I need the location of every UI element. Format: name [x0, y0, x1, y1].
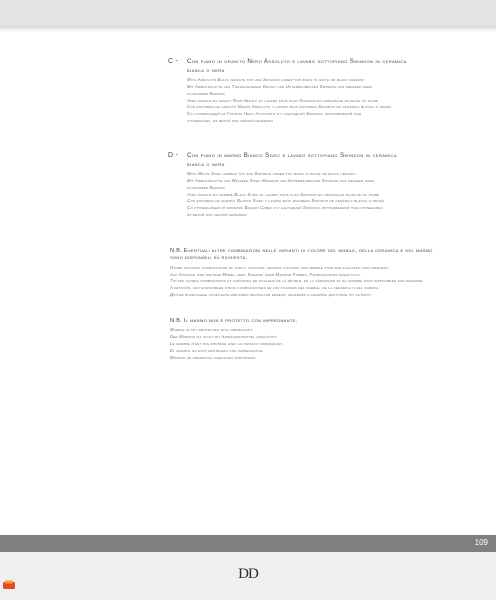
- option-d-line-ru-cont: из белой или черной керамики: [187, 211, 247, 217]
- note-combinations-fr: Toutes autres combinaisons et variantes de couleur de la meuble, de la céramique et du marbre sont disponibles sur demande.: [170, 278, 424, 284]
- option-d-title-line1: Con piano in marmo Bianco Sivec e lavabo sottopiano Swindon in ceramica: [187, 152, 397, 159]
- page-number: 109: [474, 538, 488, 547]
- option-d-translations: [187, 171, 473, 219]
- option-c-line-ru: Со столешницей из Гранита Неро Ассолюто и с накладной Swindon, встраиваемой под: [187, 111, 361, 117]
- option-d-line-de-cont: schwarzer Keramik: [187, 184, 226, 190]
- note-marble-ru: Мрамор не обработан защитной пропиткой.: [170, 354, 257, 360]
- note-combinations: [170, 248, 485, 299]
- option-d-letter: D -: [168, 152, 179, 159]
- corner-badge-icon[interactable]: [2, 580, 16, 590]
- option-c-line-en: With Absolute Black granite top and Swindon under-top basin in white or black ceramic: [187, 77, 365, 83]
- note-combinations-es: A petición, son disponibles otras combinaciones de los colores del mueble, de la cerámica o del mármol.: [170, 285, 380, 291]
- option-d-line-fr: Avec dessus en marbre Blanc Sivec et lavabo sous plan Swindon en céramique blanche ou noire: [187, 191, 380, 197]
- option-d-title: [187, 152, 473, 169]
- note-marble-es: El mármol no está protegido con impregnante.: [170, 347, 264, 353]
- note-combinations-en: Other optional combinations of vanity colours, ceramic colours and marble type are available upon request.: [170, 264, 390, 270]
- option-c-letter: C -: [168, 58, 179, 65]
- note-combinations-head: [170, 248, 485, 263]
- note-marble-en: Marble is not protected with impregnant.: [170, 327, 254, 333]
- option-d-title-line2: bianca o nera: [187, 160, 225, 168]
- footer-bar: [0, 535, 496, 552]
- option-c-line-ru-cont: столешницу, из белой или черной керамики: [187, 117, 273, 123]
- option-d-line-es: Con encimera de mármol Blanco Sivec y lavabo bajo encimera Swindon de cerámica blanca o negra: [187, 198, 385, 204]
- option-c-title: [187, 58, 473, 75]
- note-combinations-head-line1: N.B. Eventuali altre combinazioni nelle varianti di colore del mobile, della ceramica e del marmo: [170, 248, 433, 254]
- option-c-title-line2: bianca o nera: [187, 66, 225, 74]
- option-c-line-es: Con encimera de granito Negro Absoluto y lavabo bajo encimera Swindon de cerámica blanca o negra: [187, 104, 392, 110]
- option-c-block: [168, 58, 473, 125]
- note-marble: [170, 318, 485, 361]
- note-marble-fr: Le marbre n'est pas protégé avec un produit imprégnant.: [170, 341, 284, 346]
- note-combinations-head-line2: sono disponibili su richiesta.: [170, 255, 248, 262]
- option-d-line-de: Mit Arbeitsplatte aus Weissem Sivec-Marmor und Unterbaubecken Swindon aus weisser oder: [187, 177, 375, 183]
- note-marble-head: N.B. Il marmo non è protetto con impregnante.: [170, 318, 298, 324]
- note-combinations-ru: Другие возможные сочетания цветовых вариантов мебели, керамики и мрамора доступны по запросу.: [170, 292, 373, 297]
- brand-logo: DD: [238, 566, 258, 582]
- option-d-block: [168, 152, 473, 219]
- note-combinations-de: Auf Anfrage sind weitere Möbel, bzw. Keramik oder Marmor Farben, Farbvarianten erhältlich.: [170, 271, 362, 277]
- option-c-translations: [187, 77, 473, 125]
- option-c-line-de-cont: schwarzer Keramik: [187, 90, 226, 96]
- note-marble-de: Der Marmor ist nicht mit Imprägniermittel geschützt.: [170, 334, 278, 340]
- option-d-line-ru: Со столешницей из мрамора Бианко Сивек и с накладной Swindon, встраиваемой под столешницу,: [187, 205, 384, 211]
- option-c-line-fr: Avec dessus en granit Noir Absolu et lavabo sous plan Swindon en céramique blanche ou noire: [187, 97, 379, 103]
- option-d-line-en: With White Sivec marble top and Swindon under-top basin in white or black ceramic: [187, 171, 356, 177]
- option-c-title-line1: Con piano in granito Nero Assoluto e lavabo sottopiano Swindon in ceramica: [187, 58, 407, 65]
- option-c-line-de: Mit Arbeitsplatte aus Tiefschwarzem Granit und Unterbaubecken Swindon aus weisser oder: [187, 83, 372, 89]
